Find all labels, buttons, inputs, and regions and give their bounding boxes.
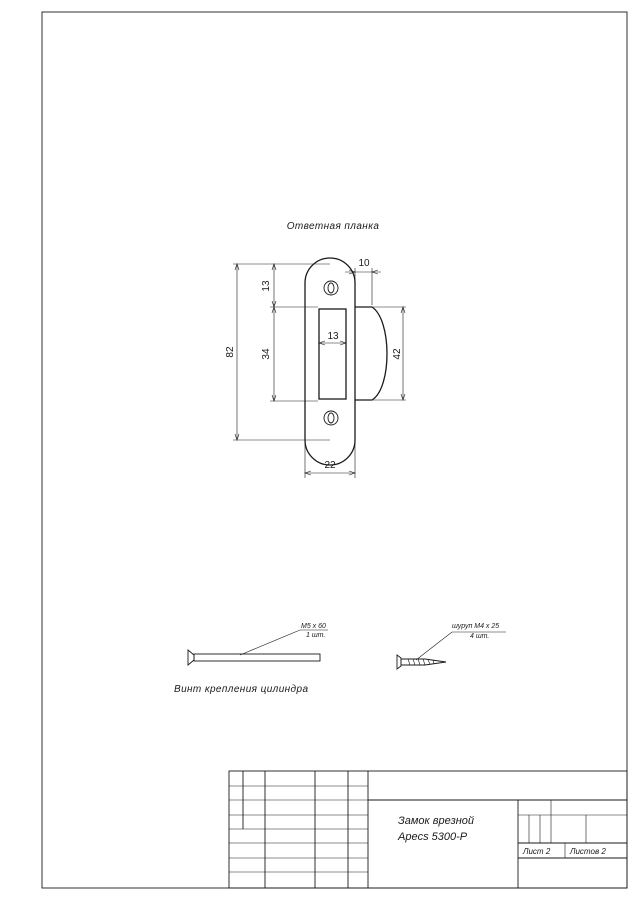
dim-slot-length: 34 [261, 348, 272, 360]
screw-spec: М5 х 60 [301, 623, 326, 630]
dim-lip-height: 42 [392, 348, 403, 360]
sheets-total: Листов 2 [570, 847, 606, 856]
screw-qty: 1 шт. [306, 632, 326, 639]
title-line-2: Apecs 5300-P [398, 831, 468, 843]
dim-slot-width: 13 [327, 331, 339, 342]
sheet-number: Лист 2 [523, 847, 551, 856]
wood-screw [397, 632, 506, 669]
sheet-frame [42, 12, 627, 888]
screw-caption: Винт крепления цилиндра [174, 684, 309, 695]
title-line-1: Замок врезной [398, 815, 475, 827]
wood-screw-spec: шуруп М4 х 25 [452, 623, 500, 630]
dim-lip-depth: 10 [358, 258, 370, 269]
wood-screw-qty: 4 шт. [470, 633, 490, 640]
strike-plate [305, 258, 387, 465]
part-caption: Ответная планка [286, 221, 380, 232]
dim-plate-width: 22 [324, 460, 336, 471]
title-block [229, 771, 627, 888]
dim-overall-length: 82 [225, 346, 236, 358]
dim-top-offset: 13 [261, 280, 272, 292]
